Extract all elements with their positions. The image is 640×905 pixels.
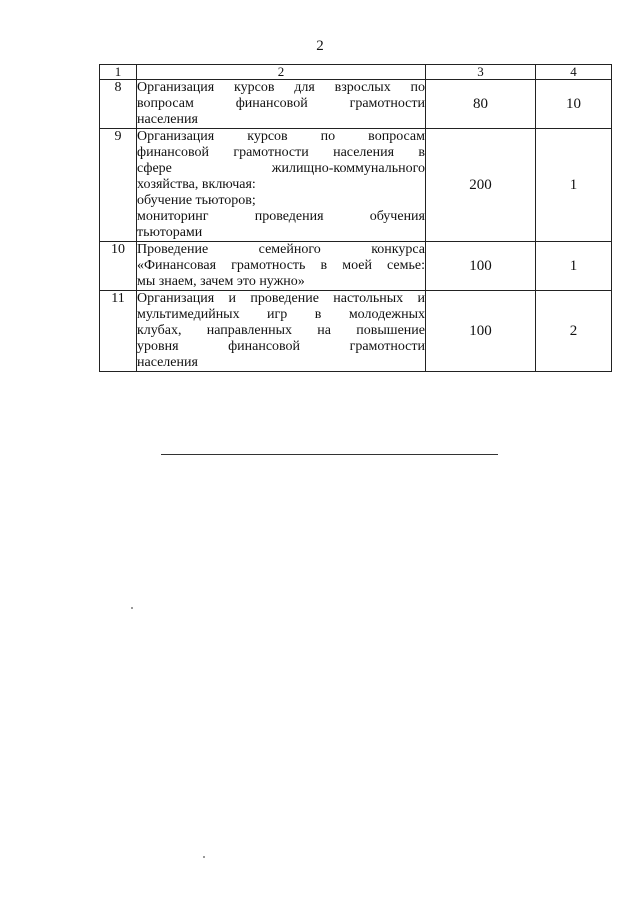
- row-number: 11: [100, 291, 137, 372]
- table-row: [100, 242, 612, 291]
- description-line: мы знаем, зачем это нужно»: [137, 274, 305, 289]
- row-col3-value: 200: [426, 129, 536, 242]
- row-col4-value: 10: [536, 80, 612, 129]
- row-number: 10: [100, 242, 137, 291]
- description-line: сфере жилищно-коммунального: [137, 161, 425, 176]
- description-line: клубах, направленных на повышение: [137, 323, 425, 338]
- row-col3-value: 80: [426, 80, 536, 129]
- description-line: вопросам финансовой грамотности: [137, 96, 425, 111]
- row-description: [137, 242, 426, 291]
- table-row: [100, 129, 612, 242]
- document-table: [99, 64, 612, 372]
- row-col4-value: 2: [536, 291, 612, 372]
- description-line: Организация курсов по вопросам: [137, 129, 425, 144]
- row-col3-value: 100: [426, 291, 536, 372]
- column-header-2: 2: [137, 65, 426, 80]
- row-col4-value: 1: [536, 129, 612, 242]
- description-line: уровня финансовой грамотности: [137, 339, 425, 354]
- table-row: [100, 80, 612, 129]
- scan-speck: [203, 856, 205, 858]
- description-line: обучение тьюторов;: [137, 193, 256, 208]
- table-row: [100, 291, 612, 372]
- row-description: [137, 291, 426, 372]
- description-line: тьюторами: [137, 225, 203, 240]
- description-line: Организация курсов для взрослых по: [137, 80, 425, 95]
- end-divider-line: [161, 454, 498, 455]
- description-line: финансовой грамотности населения в: [137, 145, 425, 160]
- description-line: Организация и проведение настольных и: [137, 291, 425, 306]
- description-line: хозяйства, включая:: [137, 177, 256, 192]
- row-col4-value: 1: [536, 242, 612, 291]
- row-number: 8: [100, 80, 137, 129]
- row-col3-value: 100: [426, 242, 536, 291]
- scan-speck: [131, 607, 133, 609]
- column-header-3: 3: [426, 65, 536, 80]
- column-header-4: 4: [536, 65, 612, 80]
- description-line: населения: [137, 355, 198, 370]
- description-line: мультимедийных игр в молодежных: [137, 307, 425, 322]
- column-header-1: 1: [100, 65, 137, 80]
- table-header-row: [100, 65, 612, 80]
- row-number: 9: [100, 129, 137, 242]
- description-line: Проведение семейного конкурса: [137, 242, 425, 257]
- description-line: населения: [137, 112, 198, 127]
- row-description: [137, 129, 426, 242]
- description-line: мониторинг проведения обучения: [137, 209, 425, 224]
- description-line: «Финансовая грамотность в моей семье:: [137, 258, 425, 273]
- page-number: 2: [316, 38, 324, 54]
- row-description: [137, 80, 426, 129]
